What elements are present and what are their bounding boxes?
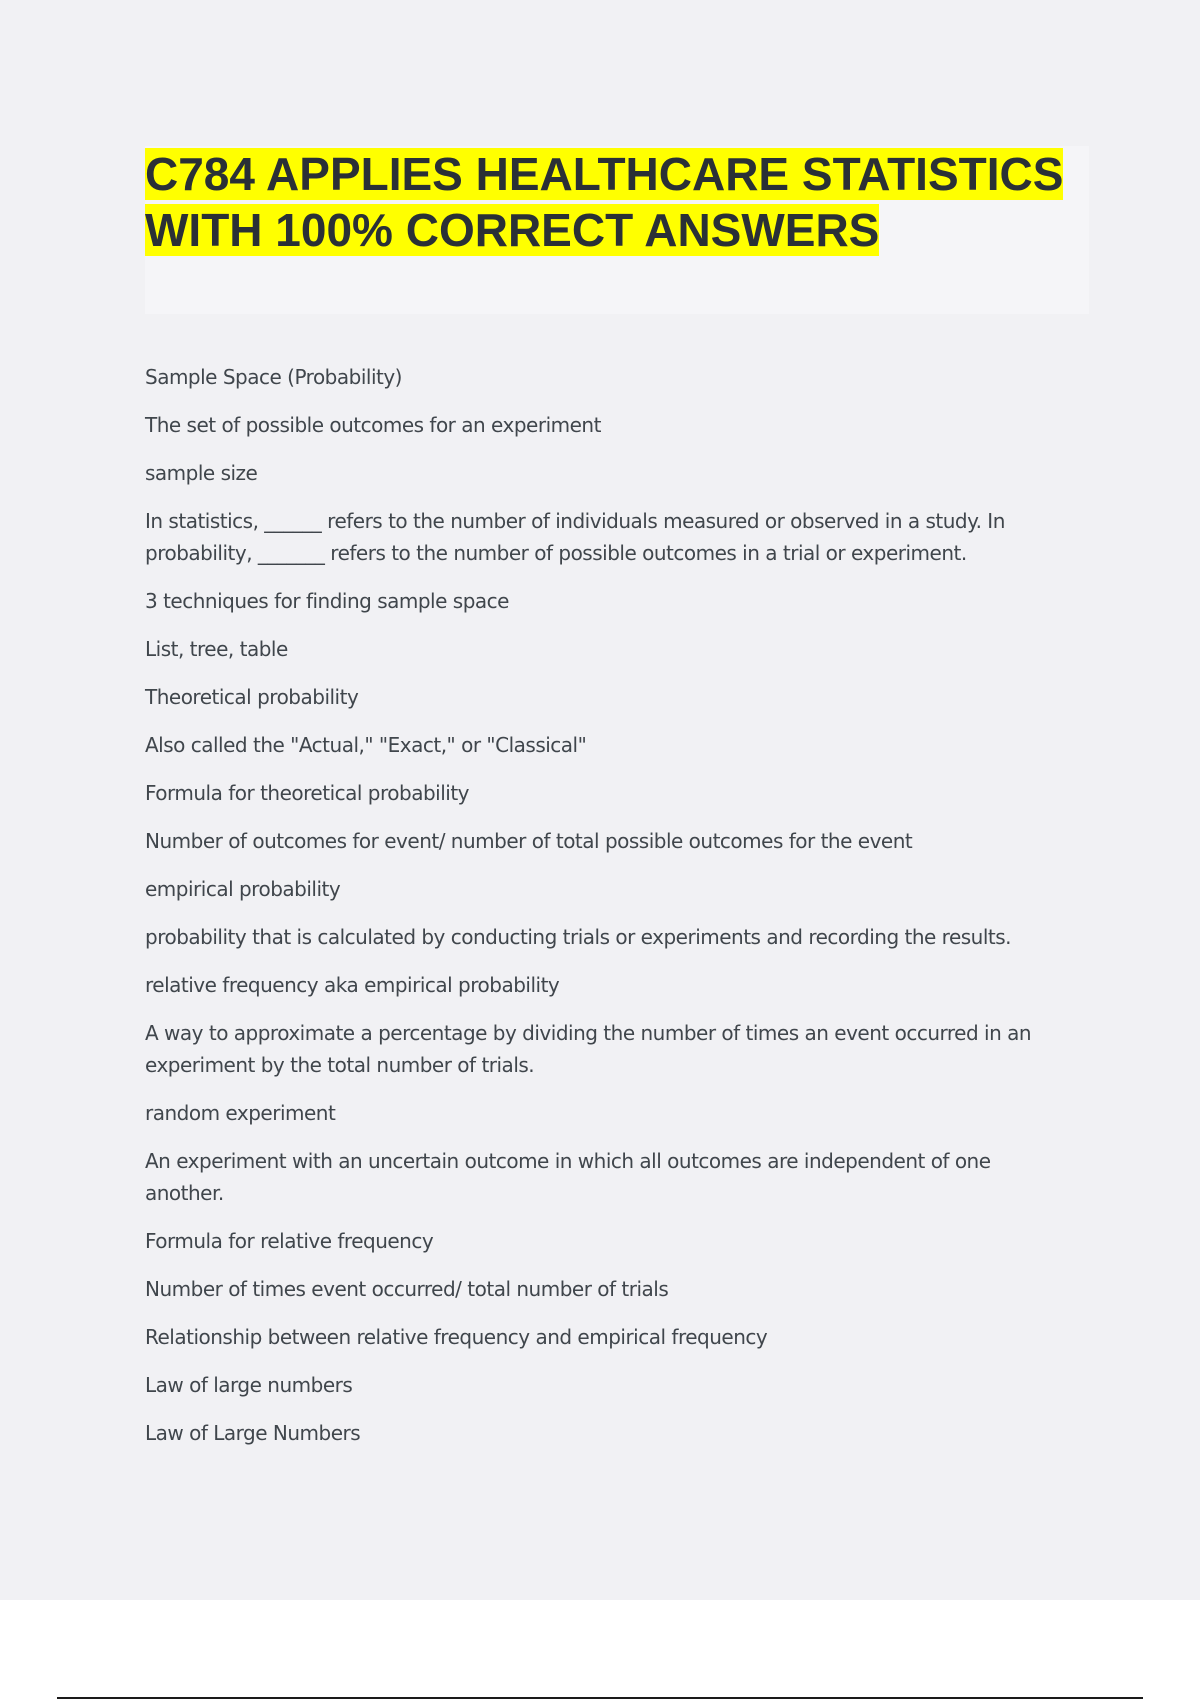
term-theoretical-formula: Formula for theoretical probability [145, 781, 470, 805]
definition-theoretical-formula: Number of outcomes for event/ number of total possible outcomes for the event [145, 829, 913, 853]
definition-sample-space: The set of possible outcomes for an experiment [145, 413, 601, 437]
term-sample-space-techniques: 3 techniques for finding sample space [145, 589, 509, 613]
definition-relative-frequency-formula: Number of times event occurred/ total number of trials [145, 1277, 669, 1301]
definition-sample-size: In statistics, ______ refers to the number of individuals measured or observed in a study. In probability, _______ refers to the number of possible outcomes in a trial or experiment. [145, 509, 1005, 565]
flashcard-list [145, 361, 1075, 1465]
definition-random-experiment: An experiment with an uncertain outcome in which all outcomes are independent of one another. [145, 1149, 991, 1205]
definition-theoretical-probability: Also called the "Actual," "Exact," or "Classical" [145, 733, 587, 757]
term-relative-frequency-formula: Formula for relative frequency [145, 1229, 434, 1253]
term-theoretical-probability: Theoretical probability [145, 685, 359, 709]
definition-frequency-relationship: Law of large numbers [145, 1373, 353, 1397]
term-law-of-large-numbers: Law of Large Numbers [145, 1421, 361, 1445]
term-frequency-relationship: Relationship between relative frequency and empirical frequency [145, 1325, 768, 1349]
definition-sample-space-techniques: List, tree, table [145, 637, 288, 661]
term-sample-space: Sample Space (Probability) [145, 365, 402, 389]
document-title [145, 146, 1089, 258]
term-random-experiment: random experiment [145, 1101, 336, 1125]
page-divider [57, 1697, 1143, 1699]
term-relative-frequency: relative frequency aka empirical probability [145, 973, 560, 997]
term-empirical-probability: empirical probability [145, 877, 341, 901]
term-sample-size: sample size [145, 461, 258, 485]
title-highlight: C784 APPLIES HEALTHCARE STATISTICS WITH 100% CORRECT ANSWERS [145, 148, 1064, 256]
definition-relative-frequency: A way to approximate a percentage by dividing the number of times an event occurred in an experiment by the total number of trials. [145, 1021, 1032, 1077]
title-block [145, 146, 1089, 314]
definition-empirical-probability: probability that is calculated by conducting trials or experiments and recording the results. [145, 925, 1012, 949]
